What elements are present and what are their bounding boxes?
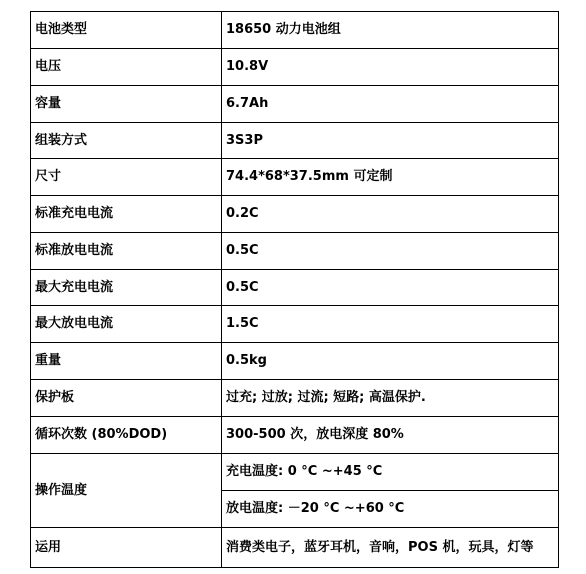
- table-row: [31, 159, 559, 196]
- usage-value: 消费类电子，蓝牙耳机，音响，POS 机，玩具，灯等: [222, 528, 559, 568]
- row-value: 0.5C: [222, 270, 559, 306]
- row-value: 0.5kg: [222, 343, 559, 380]
- row-label: 保护板: [31, 380, 222, 417]
- row-value: 过充; 过放; 过流; 短路; 高温保护.: [222, 380, 559, 417]
- table-row: [31, 417, 559, 454]
- discharge-temperature: 放电温度: －20 °C ~+60 °C: [222, 491, 559, 528]
- row-value: 3S3P: [222, 123, 559, 159]
- row-value: 1.5C: [222, 306, 559, 343]
- row-label: 标准充电电流: [31, 196, 222, 233]
- row-value: 18650 动力电池组: [222, 12, 559, 49]
- table-row: [31, 123, 559, 159]
- row-label: 电压: [31, 49, 222, 86]
- row-label: 组装方式: [31, 123, 222, 159]
- table-row: [31, 454, 559, 491]
- table-row: [31, 270, 559, 306]
- row-label: 重量: [31, 343, 222, 380]
- table-row: [31, 306, 559, 343]
- row-value: 0.5C: [222, 233, 559, 270]
- table-row: [31, 233, 559, 270]
- table-row: [31, 86, 559, 123]
- row-value: 74.4*68*37.5mm 可定制: [222, 159, 559, 196]
- temperature-label: 操作温度: [31, 454, 222, 528]
- row-value: 300-500 次，放电深度 80%: [222, 417, 559, 454]
- table-row: [31, 12, 559, 49]
- charge-temperature: 充电温度: 0 °C ~+45 °C: [222, 454, 559, 491]
- table-row: [31, 49, 559, 86]
- row-label: 循环次数 (80%DOD): [31, 417, 222, 454]
- row-value: 10.8V: [222, 49, 559, 86]
- row-value: 6.7Ah: [222, 86, 559, 123]
- table-row: [31, 196, 559, 233]
- spec-table: [30, 11, 559, 568]
- usage-label: 运用: [31, 528, 222, 568]
- table-row: [31, 528, 559, 568]
- table-row: [31, 343, 559, 380]
- row-label: 容量: [31, 86, 222, 123]
- row-label: 最大充电电流: [31, 270, 222, 306]
- row-label: 尺寸: [31, 159, 222, 196]
- row-label: 最大放电电流: [31, 306, 222, 343]
- row-label: 标准放电电流: [31, 233, 222, 270]
- row-label: 电池类型: [31, 12, 222, 49]
- row-value: 0.2C: [222, 196, 559, 233]
- table-row: [31, 380, 559, 417]
